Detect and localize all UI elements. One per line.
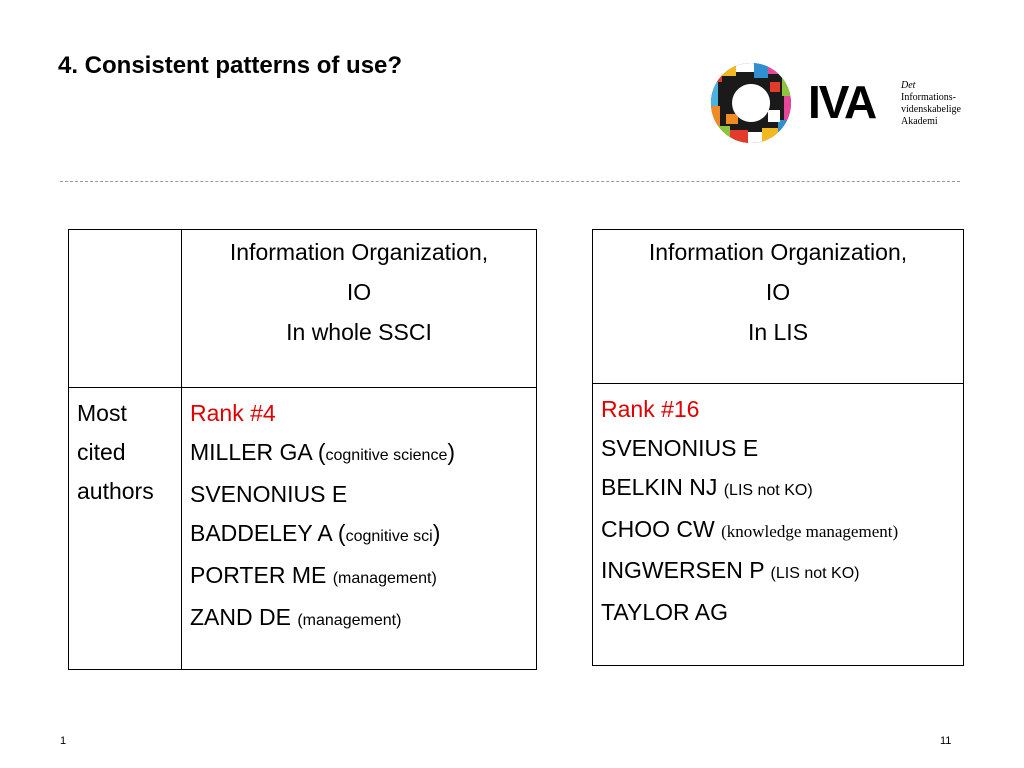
rank-label: Rank #16 xyxy=(601,396,700,422)
author-note-close: ) xyxy=(432,520,441,546)
empty-corner-cell xyxy=(69,230,182,388)
author-name: BADDELEY A xyxy=(190,520,332,546)
author-entry xyxy=(190,514,536,556)
table-header-row xyxy=(593,230,964,384)
author-entry xyxy=(601,429,963,468)
header-line: Information Organization, xyxy=(648,239,908,265)
ssci-comparison-table xyxy=(68,229,537,670)
author-note-open: ( xyxy=(311,439,326,465)
row-label-line: Most xyxy=(77,400,127,426)
author-entry xyxy=(601,510,963,551)
author-entry xyxy=(601,593,963,632)
author-name: PORTER ME xyxy=(190,562,327,588)
table-body-row xyxy=(69,388,537,670)
author-note: cognitive science xyxy=(325,447,448,464)
column-header-lis xyxy=(593,230,964,384)
iva-logo xyxy=(708,60,968,146)
author-note: (LIS not KO) xyxy=(770,565,860,582)
author-entry xyxy=(601,468,963,510)
table-body-row xyxy=(593,384,964,666)
header-line: IO xyxy=(765,279,791,305)
author-note: cognitive sci xyxy=(345,528,433,545)
author-note-open: ( xyxy=(331,520,346,546)
footer-slide-number: 1 xyxy=(60,735,67,747)
header-line: In LIS xyxy=(747,319,809,345)
header-divider xyxy=(60,181,960,182)
author-note: (knowledge management) xyxy=(721,522,899,541)
author-entry xyxy=(190,598,536,640)
author-name: CHOO CW xyxy=(601,516,715,542)
logo-subtitle xyxy=(901,80,961,128)
column-header-ssci xyxy=(182,230,537,388)
lis-authors-cell xyxy=(593,384,964,666)
logo-subtitle-line: Informations- xyxy=(901,92,956,103)
logo-subtitle-line: Det xyxy=(901,80,916,91)
author-entry xyxy=(601,551,963,593)
author-name: MILLER GA xyxy=(190,439,312,465)
author-name: SVENONIUS E xyxy=(190,481,348,507)
logo-wordmark: IVA xyxy=(808,76,876,128)
rank-label: Rank #4 xyxy=(190,400,276,426)
author-note: (management) xyxy=(332,570,437,587)
author-name: BELKIN NJ xyxy=(601,474,718,500)
ssci-authors-cell xyxy=(182,388,537,670)
header-line: Information Organization, xyxy=(229,239,489,265)
lis-comparison-table xyxy=(592,229,964,666)
row-label-line: cited xyxy=(77,439,126,465)
author-note: (LIS not KO) xyxy=(723,482,813,499)
author-entry xyxy=(190,475,536,514)
table-header-row xyxy=(69,230,537,388)
author-entry xyxy=(190,556,536,598)
author-note-close: ) xyxy=(447,439,456,465)
logo-subtitle-line: videnskabelige xyxy=(901,104,961,115)
iva-logo-ring-icon xyxy=(708,60,794,146)
slide-title: 4. Consistent patterns of use? xyxy=(58,52,403,79)
header-line: In whole SSCI xyxy=(286,319,432,345)
row-label-line: authors xyxy=(77,478,154,504)
footer-page-number: 11 xyxy=(940,735,952,747)
logo-subtitle-line: Akademi xyxy=(901,116,938,127)
header-line: IO xyxy=(346,279,372,305)
author-name: ZAND DE xyxy=(190,604,291,630)
author-note: (management) xyxy=(297,612,402,629)
author-name: INGWERSEN P xyxy=(601,557,765,583)
author-name: TAYLOR AG xyxy=(601,599,728,625)
author-entry xyxy=(190,433,536,475)
row-label-most-cited-authors xyxy=(69,388,182,670)
author-name: SVENONIUS E xyxy=(601,435,759,461)
